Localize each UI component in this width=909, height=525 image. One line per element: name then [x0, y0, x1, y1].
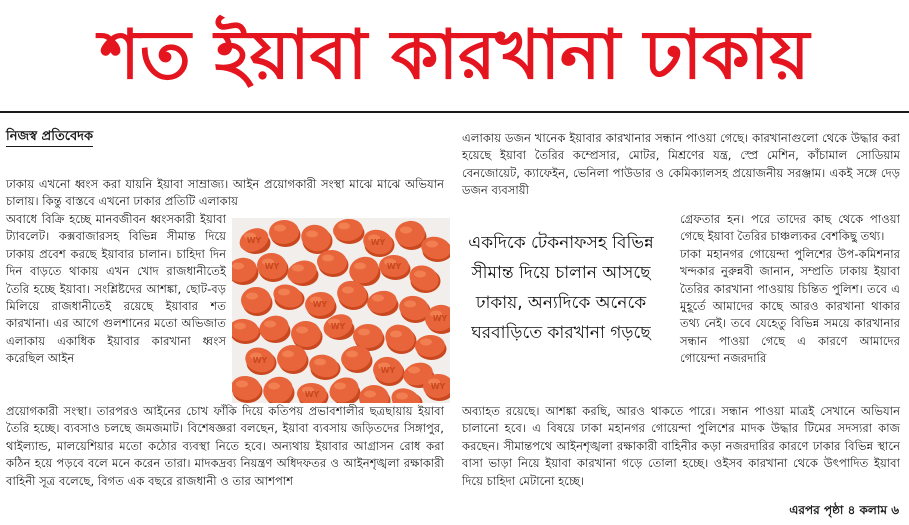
inset-box [232, 218, 674, 403]
tablet-mark: WY [370, 238, 386, 247]
tablet-mark: WY [312, 300, 328, 309]
right-narrow-paragraph: গ্রেফতার হন। পরে তাদের কাছ থেকে পাওয়া গেছে ইয়াবা তৈরির চাঞ্চল্যকর বেশকিছু তথ্য। [680, 212, 900, 244]
tablets-photo [232, 218, 450, 403]
tablet-mark: WY [330, 322, 346, 331]
right-column-bottom-paragraph: অব্যাহত রয়েছে। আশঙ্কা করছি, আরও থাকতে পারে। সন্ধান পাওয়া মাত্রই সেখানে অভিযান চালানো হবে। এ বিষয়ে ঢাকা মহানগর গোয়েন্দা পুলিশের মাদক উদ্ধার টিমের সদস্যরা কাজ করছেন। সীমান্তপথে আইনশৃঙ্খলা রক্ষাকারী বাহিনীর কড়া নজরদারির কারণে ঢাকার বিভিন্ন স্থানে বাসা ভাড়া নিয়ে ইয়াবা কারখানা গড়ে তোলা হচ্ছে। ওইসব কারখানা থেকে উৎপাদিত ইয়াবা দিয়ে চাহিদা মেটানো হচ্ছে। [462, 404, 900, 488]
pull-quote: একদিকে টেকনাফসহ বিভিন্ন সীমান্ত দিয়ে চালান আসছে ঢাকায়, অন্যদিকে অনেকে ঘরবাড়িতে কারখানা গড়ছে [468, 233, 654, 343]
tablet-mark: WY [380, 366, 396, 375]
byline: নিজস্ব প্রতিবেদক [6, 129, 93, 147]
tablet-mark: WY [304, 390, 320, 399]
tablet-mark: WY [252, 356, 268, 365]
right-narrow-paragraph: ঢাকা মহানগর গোয়েন্দা পুলিশের উপ-কমিশনার খন্দকার নুরুন্নবী জানান, সম্প্রতি ঢাকায় ইয়াবা তৈরির কারখানা পাওয়ায় চিন্তিত পুলিশ। তবে এ মুহূর্তে আমাদের কাছে আরও কারখানা থাকার তথ্য নেই। তবে যেহেতু বিভিন্ন সময়ে কারখানার সন্ধান পাওয়া গেছে এ কারণে আমাদের গোয়েন্দা নজরদারি [680, 246, 900, 366]
tablet-mark: WY [264, 262, 280, 271]
tablet-mark: WY [246, 236, 262, 245]
headline: শত ইয়াবা কারখানা ঢাকায় [99, 16, 810, 95]
right-column-top-paragraph: এলাকায় ডজন খানেক ইয়াবার কারখানার সন্ধান পাওয়া গেছে। কারখানাগুলো থেকে উদ্ধার করা হয়েছে ইয়াবা তৈরির কম্প্রেসার, মোটর, মিশ্রণের যন্ত্র, স্প্রে মেশিন, কাঁচামাল সোডিয়াম বেনজোয়েট, ক্যাফেইন, ভেনিলা পাউডার ও কেমিক্যালসহ প্রয়োজনীয় সরঞ্জাম। একই সঙ্গে দেড় ডজন ব্যবসায়ী [462, 131, 900, 198]
tablets-image [232, 218, 450, 403]
tablet-mark: WY [386, 262, 402, 271]
left-column-narrow-text [6, 211, 226, 368]
right-column-narrow-text [680, 211, 900, 368]
left-column-bottom-paragraph: প্রয়োগকারী সংস্থা। তারপরও আইনের চোখ ফাঁকি দিয়ে কতিপয় প্রভাবশালীর ছত্রছায়ায় ইয়াবা তৈরি হচ্ছে। ব্যবসাও চলছে জমজমাট। বিশেষজ্ঞরা বলছেন, ইয়াবা ব্যবসায় জড়িতদের সিঙ্গাপুর, থাইল্যান্ড, মালয়েশিয়ার মতো কঠোর ব্যবস্থা নিতে হবে। অন্যথায় ইয়াবার আগ্রাসন রোধ করা কঠিন হয়ে পড়বে বলে মনে করেন তারা। মাদকদ্রব্য নিয়ন্ত্রণ অধিদফতর ও আইনশৃঙ্খলা রক্ষাকারী বাহিনী সূত্র বলেছে, বিগত এক বছরে রাজধানী ও তার আশপাশ [6, 404, 444, 488]
left-narrow-paragraph: অবাধে বিক্রি হচ্ছে মানবজীবন ধ্বংসকারী ইয়াবা ট্যাবলেট। কক্সবাজারসহ বিভিন্ন সীমান্ত দিয়ে ঢাকায় প্রবেশ করছে ইয়াবার চালান। চাহিদা দিন দিন বাড়তে থাকায় এখন খোদ রাজধানীতেই তৈরি হচ্ছে ইয়াবা। সংশ্লিষ্টদের আশঙ্কা, ছোট-বড় মিলিয়ে রাজধানীতেই রয়েছে ইয়াবার শত কারখানা। এর আগে গুলশানের মতো অভিজাত এলাকায় একাধিক ইয়াবার কারখানা ধ্বংস করেছিল আইন [6, 212, 226, 366]
tablet-mark: WY [432, 314, 448, 323]
tablet-mark: WY [430, 382, 446, 391]
headline-rule [0, 111, 909, 113]
left-column-top-paragraph: ঢাকায় এখনো ধ্বংস করা যায়নি ইয়াবা সাম্রাজ্য। আইন প্রয়োগকারী সংস্থা মাঝে মাঝে অভিযান চালায়। কিন্তু বাস্তবে এখনো ঢাকার প্রতিটি এলাকায় [6, 177, 444, 209]
continuation-note: এরপর পৃষ্ঠা ৪ কলাম ৬ [789, 503, 899, 517]
